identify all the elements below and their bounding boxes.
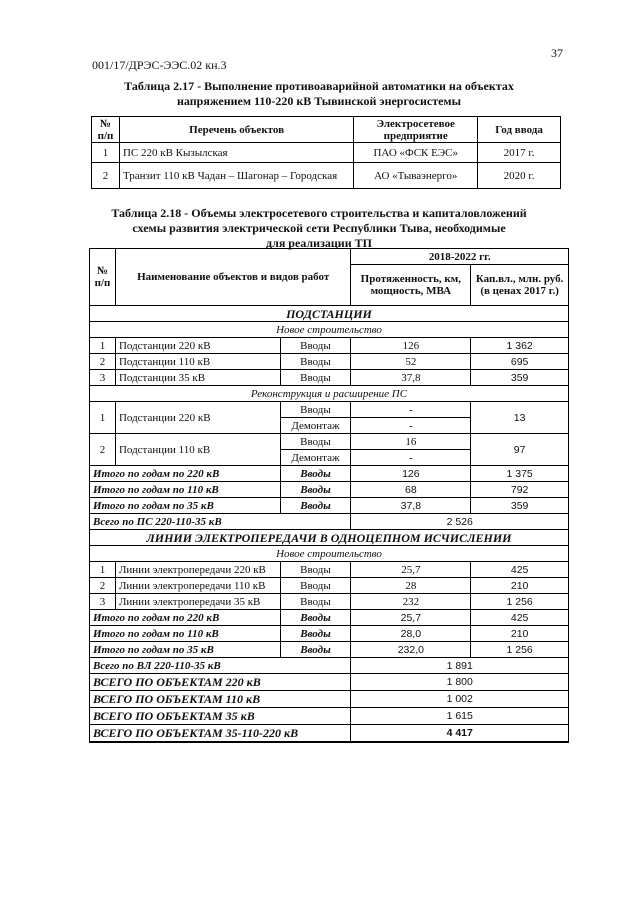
- total-row: [90, 498, 569, 514]
- total-label: Итого по годам по 35 кВ: [90, 642, 281, 658]
- header-capex: Кап.вл., млн. руб. (в ценах 2017 г.): [471, 265, 569, 306]
- document-code: 001/17/ДРЭС-ЭЭС.02 кн.3: [92, 58, 227, 72]
- final-total-label: ВСЕГО ПО ОБЪЕКТАМ 110 кВ: [90, 691, 351, 708]
- final-total-label: ВСЕГО ПО ОБЪЕКТАМ 35 кВ: [90, 708, 351, 725]
- header-num: № п/п: [90, 249, 116, 306]
- row-num: 2: [90, 578, 116, 594]
- row-name: Линии электропередачи 35 кВ: [115, 594, 280, 610]
- row-work: Вводы: [280, 562, 351, 578]
- row-object: Транзит 110 кВ Чадан – Шагонар – Городская: [119, 163, 353, 189]
- subsection-row: [90, 322, 569, 338]
- total-capex: 1 256: [471, 642, 569, 658]
- table-2-18: [89, 248, 569, 743]
- total-capex: 210: [471, 626, 569, 642]
- final-total-row: [90, 674, 569, 691]
- total-row: [90, 642, 569, 658]
- table-header-row: [90, 249, 569, 265]
- total-row: [90, 482, 569, 498]
- row-num: 2: [90, 354, 116, 370]
- row-length: 232: [351, 594, 471, 610]
- total-capex: 359: [471, 498, 569, 514]
- caption-line: схемы развития электрической сети Республики Тыва, необходимые: [132, 221, 506, 235]
- total-work: Вводы: [280, 466, 351, 482]
- total-row: [90, 626, 569, 642]
- row-length: -: [351, 450, 471, 466]
- total-length: 126: [351, 466, 471, 482]
- table-2-18-caption: [86, 206, 552, 251]
- row-work: Вводы: [280, 434, 351, 450]
- subsection-row: [90, 386, 569, 402]
- grand-total-value: 2 526: [351, 514, 569, 530]
- row-length: 16: [351, 434, 471, 450]
- header-length: Протяженность, км, мощность, МВА: [351, 265, 471, 306]
- final-total-value: 4 417: [351, 725, 569, 742]
- final-total-value: 1 002: [351, 691, 569, 708]
- table-row: [90, 370, 569, 386]
- header-period: 2018-2022 гг.: [351, 249, 569, 265]
- total-length: 37,8: [351, 498, 471, 514]
- row-length: -: [351, 418, 471, 434]
- row-name: Линии электропередачи 220 кВ: [115, 562, 280, 578]
- total-work: Вводы: [280, 626, 351, 642]
- row-capex: 210: [471, 578, 569, 594]
- final-total-row: [90, 691, 569, 708]
- total-label: Итого по годам по 35 кВ: [90, 498, 281, 514]
- final-total-value: 1 800: [351, 674, 569, 691]
- row-company: АО «Тываэнерго»: [354, 163, 478, 189]
- section-row: [90, 530, 569, 546]
- row-num: 1: [92, 143, 120, 163]
- row-length: 52: [351, 354, 471, 370]
- row-num: 3: [90, 594, 116, 610]
- row-object: ПС 220 кВ Кызылская: [119, 143, 353, 163]
- row-capex: 97: [471, 434, 569, 466]
- total-label: Итого по годам по 110 кВ: [90, 626, 281, 642]
- row-length: 28: [351, 578, 471, 594]
- total-label: Итого по годам по 220 кВ: [90, 466, 281, 482]
- row-num: 1: [90, 562, 116, 578]
- row-work: Вводы: [280, 370, 351, 386]
- final-total-row: [90, 725, 569, 742]
- header-objects: Перечень объектов: [119, 117, 353, 143]
- header-year: Год ввода: [478, 117, 561, 143]
- final-total-row: [90, 708, 569, 725]
- final-total-value: 1 615: [351, 708, 569, 725]
- row-capex: 1 256: [471, 594, 569, 610]
- table-2-17: [91, 116, 561, 189]
- final-total-label: ВСЕГО ПО ОБЪЕКТАМ 35-110-220 кВ: [90, 725, 351, 742]
- total-row: [90, 610, 569, 626]
- subsection-new-construction: Новое строительство: [90, 546, 569, 562]
- row-num: 1: [90, 338, 116, 354]
- row-length: 25,7: [351, 562, 471, 578]
- caption-line: напряжением 110-220 кВ Тывинской энергосистемы: [177, 94, 461, 108]
- row-company: ПАО «ФСК ЕЭС»: [354, 143, 478, 163]
- header-company: Электросетевое предприятие: [354, 117, 478, 143]
- row-year: 2020 г.: [478, 163, 561, 189]
- total-label: Итого по годам по 220 кВ: [90, 610, 281, 626]
- row-work: Демонтаж: [280, 418, 351, 434]
- row-length: -: [351, 402, 471, 418]
- table-row: [92, 143, 561, 163]
- row-capex: 425: [471, 562, 569, 578]
- row-name: Линии электропередачи 110 кВ: [115, 578, 280, 594]
- row-num: 1: [90, 402, 116, 434]
- section-lines: ЛИНИИ ЭЛЕКТРОПЕРЕДАЧИ В ОДНОЦЕПНОМ ИСЧИСЛЕНИИ: [90, 530, 569, 546]
- table-row: [90, 434, 569, 450]
- row-work: Вводы: [280, 578, 351, 594]
- total-capex: 1 375: [471, 466, 569, 482]
- table-header-row: [92, 117, 561, 143]
- row-capex: 695: [471, 354, 569, 370]
- total-length: 25,7: [351, 610, 471, 626]
- caption-line: Таблица 2.17 - Выполнение противоаварийной автоматики на объектах: [124, 79, 514, 93]
- row-name: Подстанции 35 кВ: [115, 370, 280, 386]
- table-row: [90, 578, 569, 594]
- total-length: 28,0: [351, 626, 471, 642]
- grand-total-label: Всего по ПС 220-110-35 кВ: [90, 514, 351, 530]
- grand-total-label: Всего по ВЛ 220-110-35 кВ: [90, 658, 351, 674]
- row-capex: 1 362: [471, 338, 569, 354]
- row-name: Подстанции 110 кВ: [115, 354, 280, 370]
- grand-total-value: 1 891: [351, 658, 569, 674]
- header-num: № п/п: [92, 117, 120, 143]
- caption-line: для реализации ТП: [266, 236, 372, 250]
- row-length: 126: [351, 338, 471, 354]
- row-work: Демонтаж: [280, 450, 351, 466]
- total-label: Итого по годам по 110 кВ: [90, 482, 281, 498]
- subsection-reconstruction: Реконструкция и расширение ПС: [90, 386, 569, 402]
- section-substations: ПОДСТАНЦИИ: [90, 306, 569, 322]
- total-row: [90, 466, 569, 482]
- total-capex: 792: [471, 482, 569, 498]
- row-num: 2: [92, 163, 120, 189]
- total-work: Вводы: [280, 610, 351, 626]
- grand-total-row: [90, 514, 569, 530]
- table-row: [90, 354, 569, 370]
- row-name: Подстанции 220 кВ: [115, 338, 280, 354]
- row-name: Подстанции 220 кВ: [115, 402, 280, 434]
- subsection-new-construction: Новое строительство: [90, 322, 569, 338]
- total-work: Вводы: [280, 642, 351, 658]
- row-num: 2: [90, 434, 116, 466]
- table-row: [90, 338, 569, 354]
- row-name: Подстанции 110 кВ: [115, 434, 280, 466]
- subsection-row: [90, 546, 569, 562]
- table-row: [92, 163, 561, 189]
- header-name: Наименование объектов и видов работ: [115, 249, 350, 306]
- row-num: 3: [90, 370, 116, 386]
- row-capex: 13: [471, 402, 569, 434]
- row-capex: 359: [471, 370, 569, 386]
- page-number: 37: [551, 46, 563, 60]
- row-work: Вводы: [280, 402, 351, 418]
- table-row: [90, 402, 569, 418]
- total-length: 232,0: [351, 642, 471, 658]
- final-total-label: ВСЕГО ПО ОБЪЕКТАМ 220 кВ: [90, 674, 351, 691]
- total-capex: 425: [471, 610, 569, 626]
- table-row: [90, 562, 569, 578]
- row-work: Вводы: [280, 594, 351, 610]
- row-year: 2017 г.: [478, 143, 561, 163]
- grand-total-row: [90, 658, 569, 674]
- row-length: 37,8: [351, 370, 471, 386]
- row-work: Вводы: [280, 338, 351, 354]
- table-2-17-caption: [86, 79, 552, 109]
- caption-line: Таблица 2.18 - Объемы электросетевого строительства и капиталовложений: [111, 206, 527, 220]
- row-work: Вводы: [280, 354, 351, 370]
- total-work: Вводы: [280, 482, 351, 498]
- total-work: Вводы: [280, 498, 351, 514]
- table-row: [90, 594, 569, 610]
- section-row: [90, 306, 569, 322]
- total-length: 68: [351, 482, 471, 498]
